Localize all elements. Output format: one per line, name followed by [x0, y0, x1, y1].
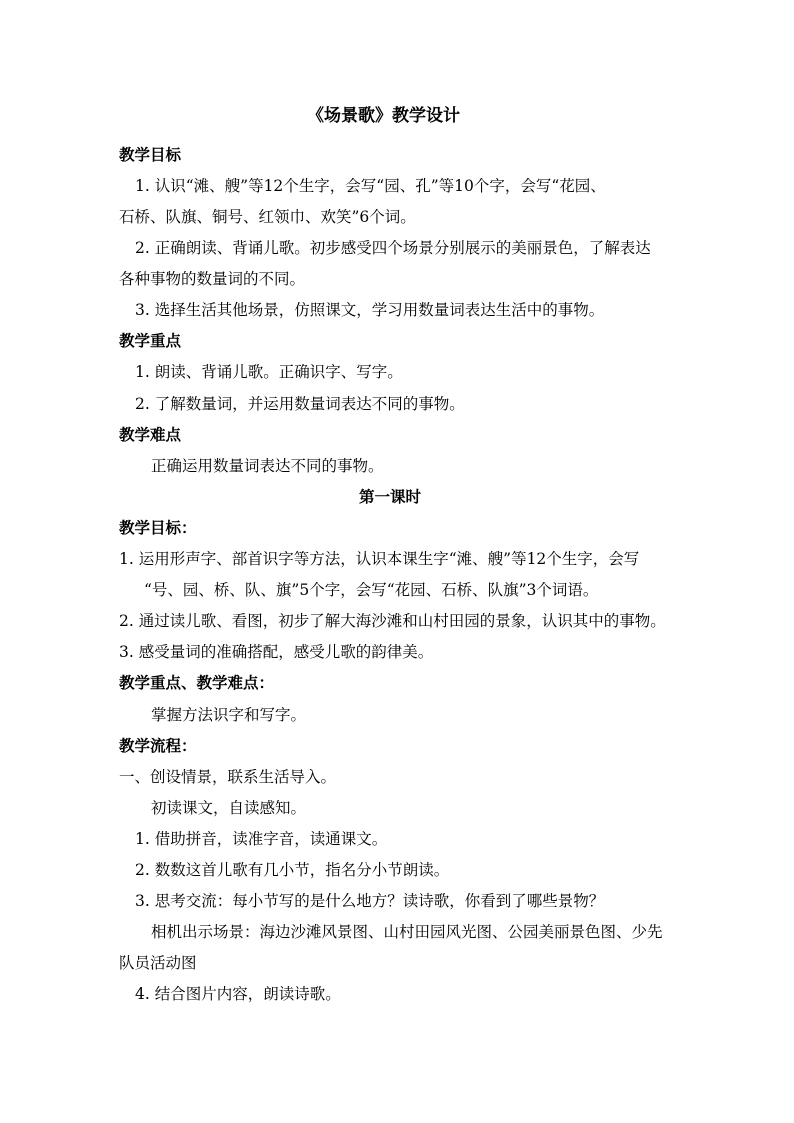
lesson1-goals-line-4: 3. 感受量词的准确搭配，感受儿歌的韵律美。 [119, 643, 434, 661]
goals-line-4: 各种事物的数量词的不同。 [119, 270, 306, 288]
process-line-1: 一、创设情景，联系生活导入。 [119, 768, 337, 786]
key-points-line-2: 2. 了解数量词，并运用数量词表达不同的事物。 [135, 395, 465, 413]
process-line-3: 1. 借助拼音，读准字音，读通课文。 [135, 830, 388, 848]
process-line-2: 初读课文，自读感知。 [151, 799, 307, 817]
lesson1-focus-line-1: 掌握方法识字和写字。 [151, 706, 307, 724]
key-points-line-1: 1. 朗读、背诵儿歌。正确识字、写字。 [135, 363, 403, 381]
key-points-heading: 教学重点 [119, 331, 182, 350]
lesson1-goals-line-2: “号、园、桥、队、旗”5个字，会写“花园、石桥、队旗”3个词语。 [144, 581, 599, 599]
goals-line-2: 石桥、队旗、铜号、红领巾、欢笑”6个词。 [119, 208, 416, 226]
goals-line-3: 2. 正确朗读、背诵儿歌。初步感受四个场景分别展示的美丽景色，了解表达 [135, 239, 651, 257]
lesson1-focus-heading: 教学重点、教学难点： [119, 673, 275, 692]
document-title: 《场景歌》教学设计 [307, 106, 460, 126]
lesson1-goals-line-3: 2. 通过读儿歌、看图，初步了解大海沙滩和山村田园的景象，认识其中的事物。 [119, 612, 666, 630]
goals-line-5: 3. 选择生活其他场景，仿照课文，学习用数量词表达生活中的事物。 [135, 301, 605, 319]
goals-line-1: 1. 认识“滩、艘”等12个生字，会写“园、孔”等10个字，会写“花园、 [135, 177, 606, 195]
lesson1-heading: 第一课时 [359, 487, 422, 506]
difficulties-line-1: 正确运用数量词表达不同的事物。 [151, 457, 384, 475]
lesson1-goals-heading: 教学目标： [119, 518, 197, 537]
goals-heading: 教学目标 [119, 145, 182, 164]
process-line-6: 相机出示场景：海边沙滩风景图、山村田园风光图、公园美丽景色图、少先 [151, 923, 663, 941]
process-line-5: 3. 思考交流：每小节写的是什么地方？读诗歌，你看到了哪些景物？ [135, 892, 605, 910]
lesson1-process-heading: 教学流程： [119, 736, 197, 755]
process-line-7: 队员活动图 [119, 954, 197, 972]
difficulties-heading: 教学难点 [119, 425, 182, 444]
process-line-8: 4. 结合图片内容，朗读诗歌。 [135, 985, 341, 1003]
lesson1-goals-line-1: 1. 运用形声字、部首识字等方法，认识本课生字“滩、艘”等12个生字，会写 [119, 550, 640, 568]
process-line-4: 2. 数数这首儿歌有几小节，指名分小节朗读。 [135, 861, 450, 879]
